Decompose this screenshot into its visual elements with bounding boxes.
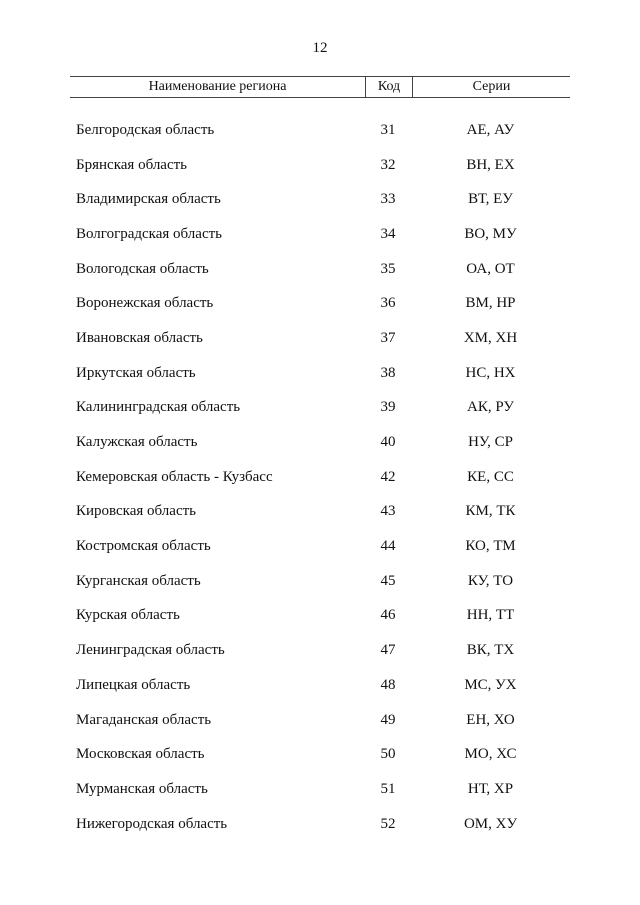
region-code-cell: 42 bbox=[380, 468, 396, 485]
table-row bbox=[70, 737, 570, 772]
table-row bbox=[70, 564, 570, 599]
region-code-cell: 52 bbox=[380, 815, 396, 832]
region-series-cell: НУ, СР bbox=[468, 434, 513, 451]
table-row bbox=[70, 425, 570, 460]
region-name-cell: Московская область bbox=[76, 746, 205, 763]
region-code-cell: 39 bbox=[380, 399, 396, 416]
region-series-cell: ВК, ТХ bbox=[466, 642, 515, 659]
region-name-cell: Калининградская область bbox=[76, 399, 241, 416]
region-name-cell: Костромская область bbox=[76, 538, 211, 555]
table-row bbox=[70, 703, 570, 738]
region-series-cell: НТ, ХР bbox=[467, 780, 514, 797]
region-series-cell: КУ, ТО bbox=[467, 572, 514, 589]
table-row bbox=[70, 599, 570, 634]
page-number: 12 bbox=[312, 40, 328, 56]
table-row bbox=[70, 321, 570, 356]
table-row bbox=[70, 148, 570, 183]
region-code-cell: 51 bbox=[380, 780, 396, 797]
region-name-cell: Магаданская область bbox=[76, 711, 212, 728]
table-row bbox=[70, 495, 570, 530]
table-row bbox=[70, 668, 570, 703]
region-name-cell: Вологодская область bbox=[76, 260, 209, 277]
region-code-cell: 50 bbox=[380, 746, 396, 763]
table-row bbox=[70, 633, 570, 668]
region-code-cell: 40 bbox=[380, 434, 396, 451]
region-code-cell: 35 bbox=[380, 260, 396, 277]
region-name-cell: Мурманская область bbox=[76, 780, 208, 797]
region-code-cell: 44 bbox=[380, 538, 396, 555]
table-row bbox=[70, 217, 570, 252]
region-series-cell: КМ, ТК bbox=[465, 503, 516, 520]
region-code-cell: 38 bbox=[380, 364, 396, 381]
table-row bbox=[70, 113, 570, 148]
region-series-cell: НС, НХ bbox=[465, 364, 516, 381]
region-name-cell: Владимирская область bbox=[76, 191, 221, 208]
region-series-cell: ВТ, ЕУ bbox=[468, 191, 513, 208]
region-series-cell: ВН, ЕХ bbox=[466, 156, 515, 173]
header-series: Серии bbox=[472, 79, 511, 94]
region-code-cell: 48 bbox=[380, 676, 396, 693]
region-code-cell: 33 bbox=[380, 191, 396, 208]
regions-table bbox=[70, 76, 570, 841]
region-code-cell: 49 bbox=[380, 711, 396, 728]
table-row bbox=[70, 182, 570, 217]
region-series-cell: ВМ, НР bbox=[465, 295, 516, 312]
table-row bbox=[70, 772, 570, 807]
region-name-cell: Ивановская область bbox=[76, 329, 203, 346]
region-code-cell: 36 bbox=[380, 295, 396, 312]
region-code-cell: 43 bbox=[380, 503, 396, 520]
region-name-cell: Кемеровская область - Кузбасс bbox=[76, 468, 273, 485]
region-code-cell: 32 bbox=[380, 156, 396, 173]
region-name-cell: Курская область bbox=[76, 607, 180, 624]
region-name-cell: Белгородская область bbox=[76, 121, 215, 138]
region-code-cell: 31 bbox=[380, 121, 396, 138]
header-region-name: Наименование региона bbox=[70, 77, 366, 97]
table-row bbox=[70, 252, 570, 287]
table-row bbox=[70, 286, 570, 321]
region-name-cell: Курганская область bbox=[76, 572, 201, 589]
region-series-cell: АК, РУ bbox=[467, 399, 514, 416]
region-name-cell: Кировская область bbox=[76, 503, 197, 520]
region-series-cell: КО, ТМ bbox=[465, 538, 516, 555]
region-series-cell: КЕ, СС bbox=[467, 468, 514, 485]
table-row bbox=[70, 807, 570, 842]
region-name-cell: Липецкая область bbox=[76, 676, 191, 693]
region-series-cell: МО, ХС bbox=[464, 746, 517, 763]
region-name-cell: Ленинградская область bbox=[76, 642, 225, 659]
region-name-cell: Иркутская область bbox=[76, 364, 196, 381]
region-code-cell: 45 bbox=[380, 572, 396, 589]
table-row bbox=[70, 460, 570, 495]
region-series-cell: ОМ, ХУ bbox=[463, 815, 518, 832]
region-name-cell: Брянская область bbox=[76, 156, 188, 173]
region-name-cell: Воронежская область bbox=[76, 295, 214, 312]
table-row bbox=[70, 391, 570, 426]
region-code-cell: 34 bbox=[380, 225, 396, 242]
region-series-cell: АЕ, АУ bbox=[466, 121, 515, 138]
region-name-cell: Калужская область bbox=[76, 434, 198, 451]
table-row bbox=[70, 529, 570, 564]
region-code-cell: 46 bbox=[380, 607, 396, 624]
region-series-cell: ХМ, ХН bbox=[463, 329, 518, 346]
region-series-cell: НН, ТТ bbox=[466, 607, 515, 624]
region-series-cell: ВО, МУ bbox=[464, 225, 517, 242]
region-code-cell: 37 bbox=[380, 329, 396, 346]
region-name-cell: Нижегородская область bbox=[76, 815, 228, 832]
table-row bbox=[70, 356, 570, 391]
region-series-cell: ОА, ОТ bbox=[466, 260, 515, 277]
table-body bbox=[70, 113, 570, 841]
region-name-cell: Волгоградская область bbox=[76, 225, 222, 242]
region-code-cell: 47 bbox=[380, 642, 396, 659]
region-series-cell: ЕН, ХО bbox=[466, 711, 515, 728]
region-series-cell: МС, УХ bbox=[464, 676, 517, 693]
header-code: Код bbox=[366, 77, 413, 97]
table-header bbox=[70, 76, 570, 98]
